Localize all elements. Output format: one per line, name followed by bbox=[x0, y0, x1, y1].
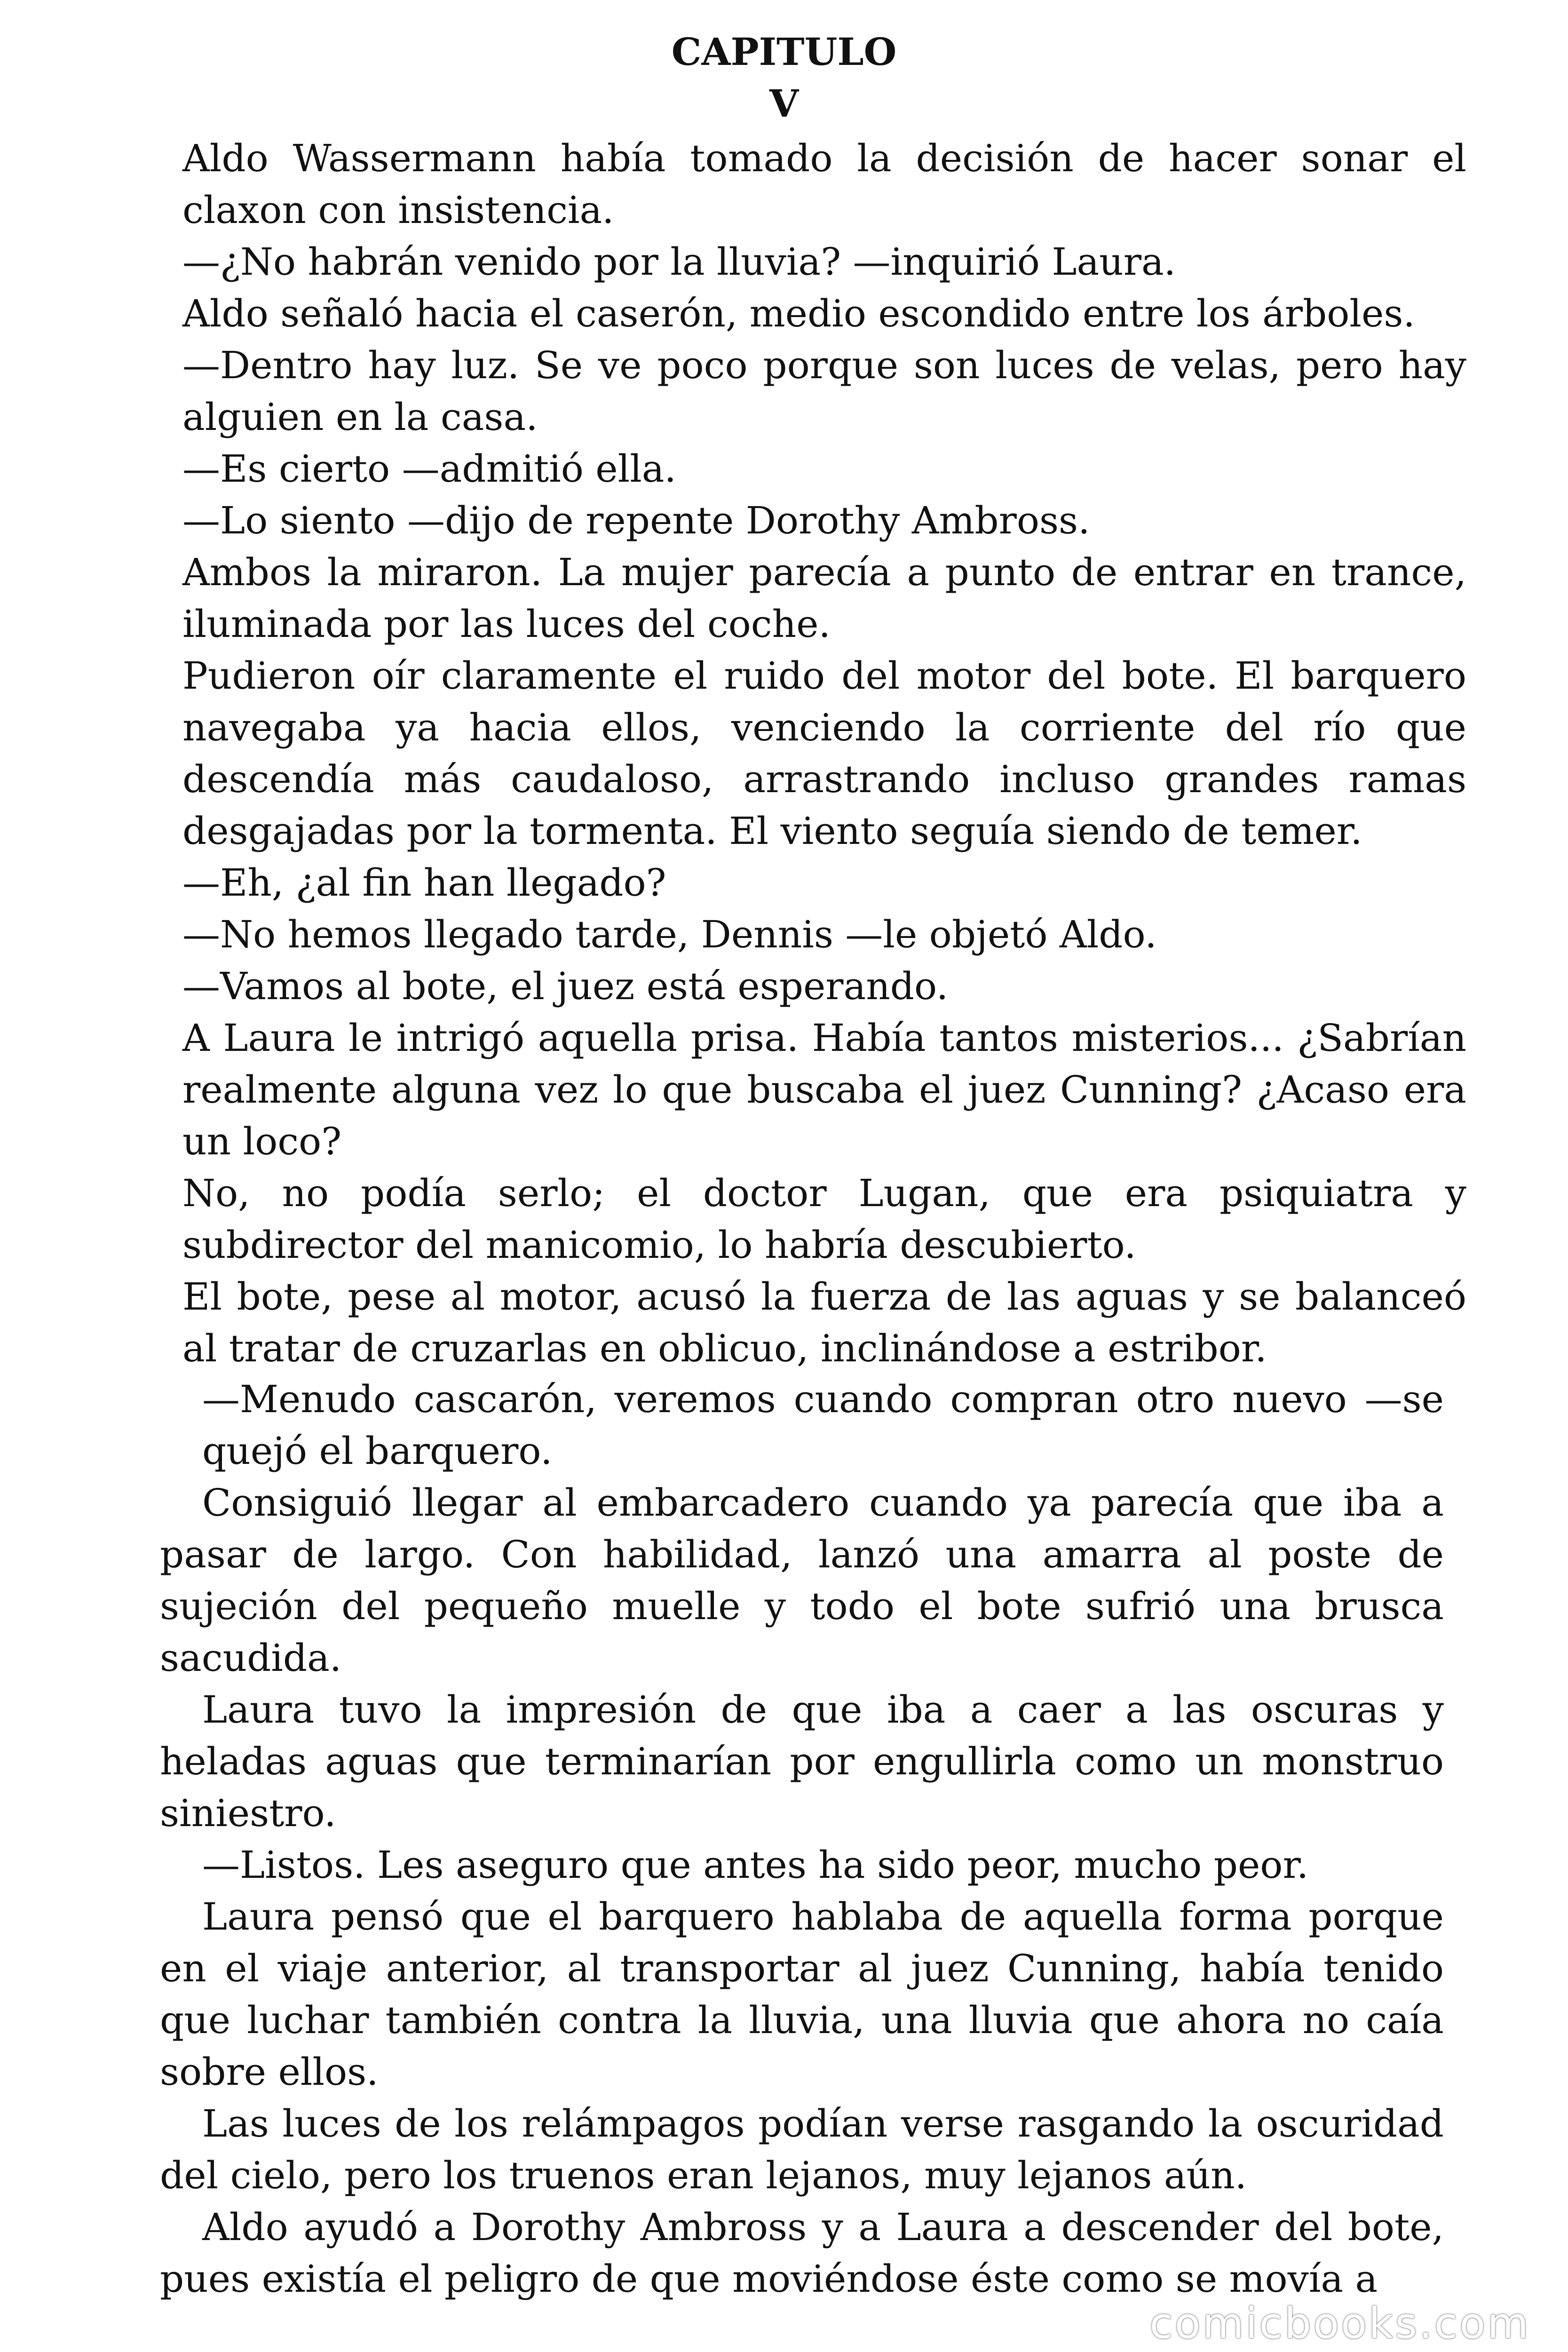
paragraph: —¿No habrán venido por la lluvia? —inquirió Laura. bbox=[182, 240, 1176, 284]
paragraph: Aldo Wassermann había tomado la decisión de hacer sonar el claxon con insistencia. bbox=[182, 136, 1466, 232]
paragraph: —Eh, ¿al fin han llegado? bbox=[182, 861, 666, 905]
body-text-block-c bbox=[160, 1477, 1444, 2305]
chapter-heading bbox=[0, 26, 1568, 129]
paragraph: Las luces de los relámpagos podían verse rasgando la oscuridad del cielo, pero los truenos eran lejanos, muy lejanos aún. bbox=[160, 2102, 1444, 2197]
paragraph: —Es cierto —admitió ella. bbox=[182, 447, 676, 491]
paragraph: No, no podía serlo; el doctor Lugan, que era psiquiatra y subdirector del manicomio, lo habría descubierto. bbox=[182, 1171, 1466, 1267]
paragraph: A Laura le intrigó aquella prisa. Había tantos misterios... ¿Sabrían realmente alguna vez lo que buscaba el juez Cunning? ¿Acaso era un loco? bbox=[182, 1016, 1466, 1163]
paragraph: Ambos la miraron. La mujer parecía a punto de entrar en trance, iluminada por las luces del coche. bbox=[182, 550, 1466, 646]
paragraph: —Dentro hay luz. Se ve poco porque son luces de velas, pero hay alguien en la casa. bbox=[182, 343, 1466, 439]
chapter-number: V bbox=[769, 81, 799, 126]
paragraph: El bote, pese al motor, acusó la fuerza de las aguas y se balanceó al tratar de cruzarlas en oblicuo, inclinándose a estribor. bbox=[182, 1275, 1466, 1370]
paragraph: —Vamos al bote, el juez está esperando. bbox=[182, 964, 949, 1008]
paragraph: Consiguió llegar al embarcadero cuando ya parecía que iba a pasar de largo. Con habilidad, lanzó una amarra al poste de sujeción del pequeño muelle y todo el bote sufrió una brusca sacudida. bbox=[160, 1481, 1444, 1680]
paragraph: Pudieron oír claramente el ruido del motor del bote. El barquero navegaba ya hacia ellos, venciendo la corriente del río que descendía más caudaloso, arrastrando incluso grandes ramas desgajadas por la tormenta. El viento seguía siendo de temer. bbox=[182, 654, 1466, 853]
body-text-block-b bbox=[202, 1374, 1444, 1477]
paragraph: Aldo ayudó a Dorothy Ambross y a Laura a descender del bote, pues existía el peligro de que moviéndose éste como se movía a bbox=[160, 2205, 1444, 2301]
paragraph: —Lo siento —dijo de repente Dorothy Ambross. bbox=[182, 499, 1090, 542]
watermark-logo: comicbooks.com bbox=[1149, 2299, 1530, 2348]
paragraph: Laura tuvo la impresión de que iba a caer a las oscuras y heladas aguas que terminarían por engullirla como un monstruo siniestro. bbox=[160, 1688, 1444, 1835]
body-text-block-a bbox=[182, 133, 1466, 1375]
paragraph: Laura pensó que el barquero hablaba de aquella forma porque en el viaje anterior, al transportar al juez Cunning, había tenido que luchar también contra la lluvia, una lluvia que ahora no caía sobre ellos. bbox=[160, 1895, 1444, 2094]
chapter-title: CAPITULO bbox=[671, 30, 897, 74]
paragraph: —Menudo cascarón, veremos cuando compran otro nuevo —se quejó el barquero. bbox=[202, 1377, 1444, 1473]
paragraph: Aldo señaló hacia el caserón, medio escondido entre los árboles. bbox=[182, 292, 1415, 335]
paragraph: —Listos. Les aseguro que antes ha sido peor, mucho peor. bbox=[202, 1843, 1309, 1887]
paragraph: —No hemos llegado tarde, Dennis —le objetó Aldo. bbox=[182, 913, 1157, 956]
